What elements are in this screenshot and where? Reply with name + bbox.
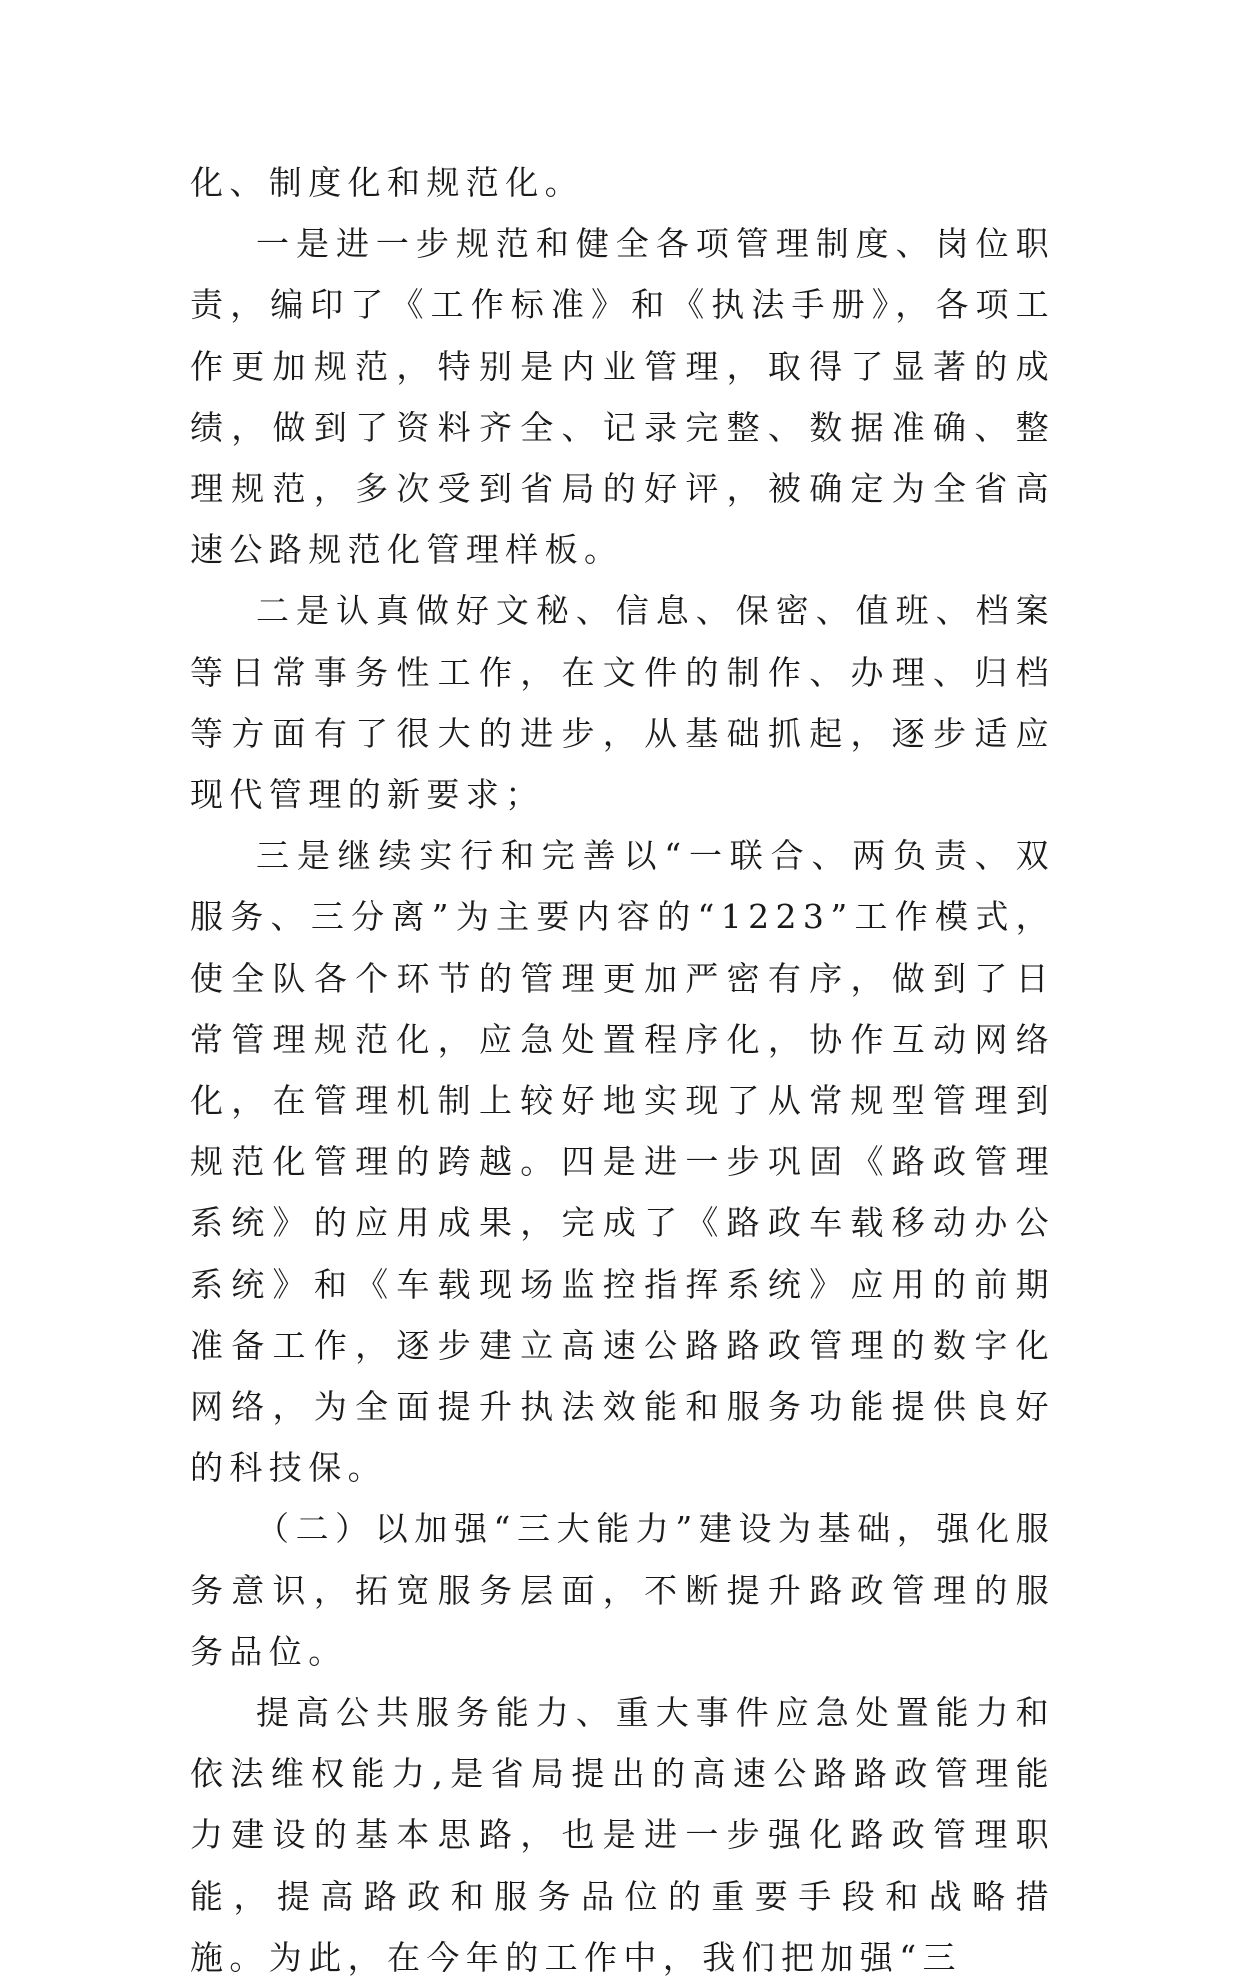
document-body	[190, 152, 1055, 1988]
paragraph-item-one: 一是进一步规范和健全各项管理制度、岗位职责，编印了《工作标准》和《执法手册》，各项工作更加规范，特别是内业管理，取得了显著的成绩，做到了资料齐全、记录完整、数据准确、整理规范，多次受到省局的好评，被确定为全省高速公路规范化管理样板。	[190, 224, 1055, 570]
paragraph-continuation: 化、制度化和规范化。	[190, 163, 584, 202]
paragraph-item-three-four: 三是继续实行和完善以“一联合、两负责、双服务、三分离”为主要内容的“1223”工作模式，使全队各个环节的管理更加严密有序，做到了日常管理规范化，应急处置程序化，协作互动网络化，在管理机制上较好地实现了从常规型管理到规范化管理的跨越。四是进一步巩固《路政管理系统》的应用成果，完成了《路政车载移动办公系统》和《车载现场监控指挥系统》应用的前期准备工作，逐步建立高速公路路政管理的数字化网络，为全面提升执法效能和服务功能提供良好的科技保。	[190, 836, 1055, 1488]
section-heading-two: （二）以加强“三大能力”建设为基础，强化服务意识，拓宽服务层面，不断提升路政管理的服务品位。	[190, 1509, 1055, 1671]
paragraph-capability-building: 提高公共服务能力、重大事件应急处置能力和依法维权能力,是省局提出的高速公路路政管理能力建设的基本思路，也是进一步强化路政管理职能，提高路政和服务品位的重要手段和战略措施。为此，在今年的工作中，我们把加强“三	[190, 1693, 1055, 1977]
paragraph-item-two: 二是认真做好文秘、信息、保密、值班、档案等日常事务性工作，在文件的制作、办理、归档等方面有了很大的进步，从基础抓起，逐步适应现代管理的新要求；	[190, 591, 1055, 815]
